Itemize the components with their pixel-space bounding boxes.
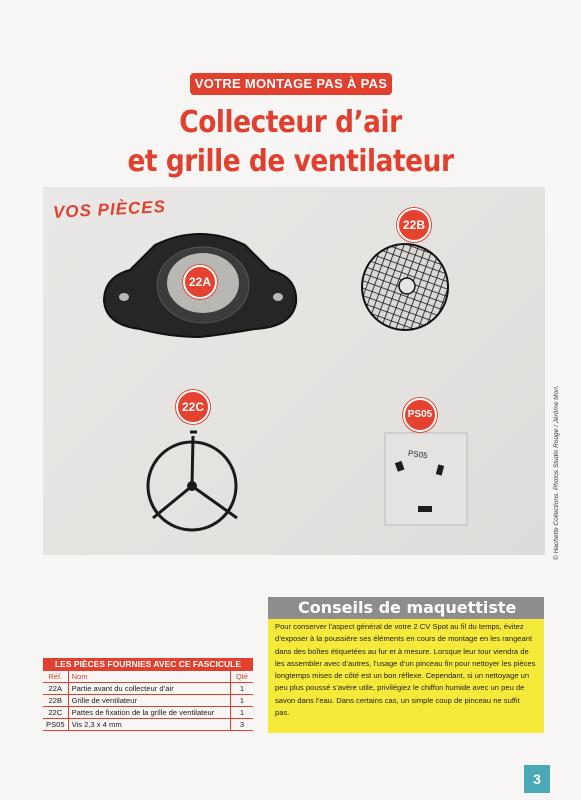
part-tag-22c: 22C xyxy=(176,390,210,424)
title-line-2: et grille de ventilateur xyxy=(127,144,454,179)
table-row xyxy=(43,719,253,731)
section-banner: VOTRE MONTAGE PAS À PAS xyxy=(190,73,392,95)
row-name: Vis 2,3 x 4 mm xyxy=(68,719,230,731)
parts-table xyxy=(43,658,253,731)
row-name: Pattes de fixation de la grille de ventilateur xyxy=(68,707,230,719)
column-header-qty: Qté xyxy=(231,671,254,683)
row-ref: 22A xyxy=(43,683,68,695)
part-tag-22b: 22B xyxy=(397,208,431,242)
page-title xyxy=(35,103,546,181)
row-qty: 3 xyxy=(231,719,254,731)
table-row xyxy=(43,707,253,719)
screw-bag-label: PS05 xyxy=(407,448,429,461)
tips-text: Pour conserver l’aspect général de votre 2 CV Spot au fil du temps, évitez d’exposer à la poussière ses éléments en cours de montage en les rangeant dans des boîtes étiquetées au fur et à mesure. Lorsque leur tour viendra de les assembler avec d’autres, l’usage d’un pinceau fin pour nettoyer les pièces longtemps mises de côté est un bon réflexe. Cependant, si un nettoyage un peu plus poussé s’avère utile, privilégiez le chiffon humide avec un peu de savon dans l’eau. Dans certains cas, un simple coup de pinceau ne suffit pas. xyxy=(268,619,544,733)
row-ref: PS05 xyxy=(43,719,68,731)
tips-heading: Conseils de maquettiste xyxy=(268,597,544,619)
row-name: Grille de ventilateur xyxy=(68,695,230,707)
row-qty: 1 xyxy=(231,695,254,707)
photo-credit: © Hachette Collections. Photos Studio Rouge / Jérôme Mori. xyxy=(553,385,560,560)
row-name: Partie avant du collecteur d’air xyxy=(68,683,230,695)
screw-bag-part-image xyxy=(382,430,472,530)
row-ref: 22C xyxy=(43,707,68,719)
row-ref: 22B xyxy=(43,695,68,707)
row-qty: 1 xyxy=(231,683,254,695)
grille-bracket-part-image xyxy=(135,428,255,538)
column-header-ref: Réf. xyxy=(43,671,68,683)
table-row xyxy=(43,695,253,707)
title-line-1: Collecteur d’air xyxy=(179,105,402,140)
part-tag-22a: 22A xyxy=(183,265,217,299)
parts-table-header xyxy=(43,671,253,683)
page-number: 3 xyxy=(524,765,550,793)
parts-table-title: LES PIÈCES FOURNIES AVEC CE FASCICULE xyxy=(43,658,253,671)
parts-section-label: VOS PIÈCES xyxy=(52,197,167,222)
fan-grille-part-image xyxy=(360,242,450,332)
table-row xyxy=(43,683,253,695)
column-header-name: Nom xyxy=(68,671,230,683)
part-tag-ps05: PS05 xyxy=(403,398,437,432)
row-qty: 1 xyxy=(231,707,254,719)
